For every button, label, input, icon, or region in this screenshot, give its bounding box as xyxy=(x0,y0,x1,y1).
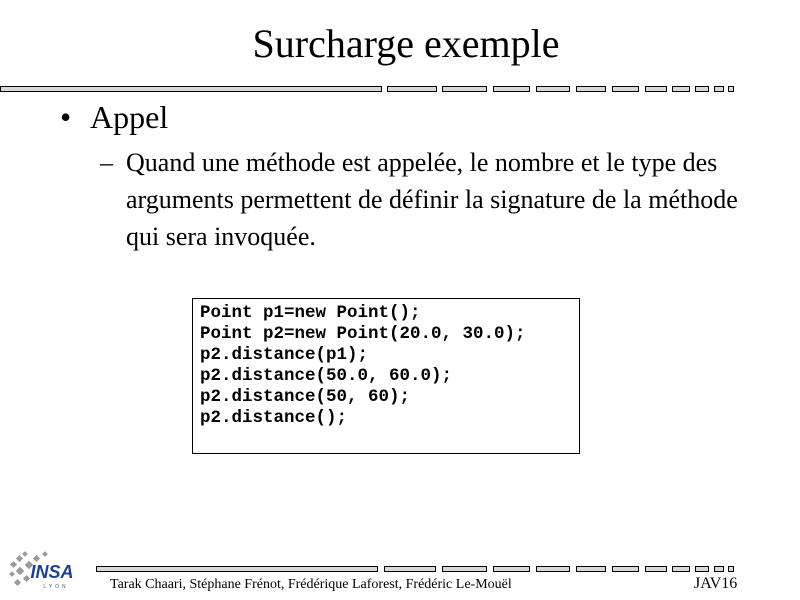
bullet-label: Appel xyxy=(90,99,169,135)
sub-bullet-dash: – xyxy=(100,148,113,177)
bullet-appel xyxy=(60,97,168,137)
code-line: p2.distance(50.0, 60.0); xyxy=(200,366,453,386)
code-example-box xyxy=(192,298,580,454)
insa-logo xyxy=(8,548,96,592)
svg-text:LYON: LYON xyxy=(43,584,69,590)
code-line: p2.distance(); xyxy=(200,408,348,428)
sub-bullet xyxy=(100,144,740,255)
code-line: Point p1=new Point(); xyxy=(200,303,421,323)
footer-authors: Tarak Chaari, Stéphane Frénot, Frédérique Laforest, Frédéric Le-Mouël xyxy=(110,577,512,592)
code-line: p2.distance(p1); xyxy=(200,345,369,365)
code-line: Point p2=new Point(20.0, 30.0); xyxy=(200,324,526,344)
sub-bullet-text: Quand une méthode est appelée, le nombre et le type des arguments permettent de définir la signature de la méthode qui sera invoquée. xyxy=(126,148,738,251)
top-decorative-rule xyxy=(0,86,740,94)
bullet-dot: • xyxy=(60,99,72,135)
code-line: p2.distance(50, 60); xyxy=(200,387,411,407)
bottom-decorative-rule xyxy=(0,566,740,574)
slide-number: JAV16 xyxy=(694,575,738,592)
slide-title: Surcharge exemple xyxy=(252,21,560,66)
svg-text:INSA: INSA xyxy=(30,562,74,582)
